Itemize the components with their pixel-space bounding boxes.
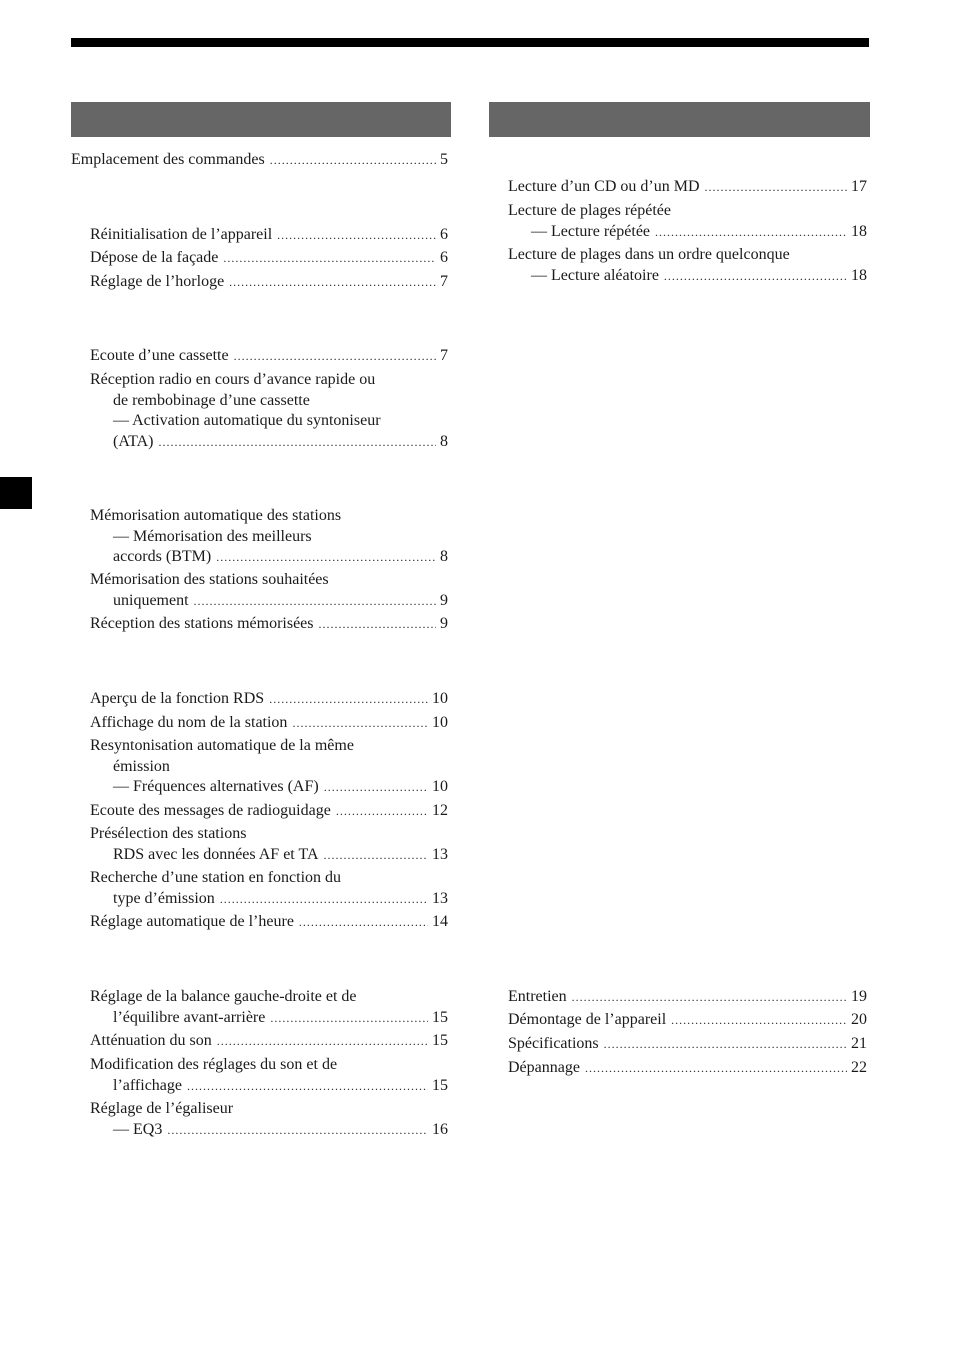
toc-entry-text: Lecture de plages répétée <box>508 202 672 219</box>
toc-entry-title: accords (BTM) <box>113 548 212 565</box>
leader-dots <box>220 889 428 910</box>
side-tab-marker <box>0 477 32 509</box>
page-number: 22 <box>851 1059 867 1076</box>
toc-entry-title: Réception des stations mémorisées <box>90 615 314 632</box>
page-number: 19 <box>851 988 867 1005</box>
toc-entry-title: Réinitialisation de l’appareil <box>90 226 273 243</box>
toc-entry <box>90 868 448 909</box>
toc-entry <box>508 201 867 242</box>
leader-dots <box>234 346 436 367</box>
page-number: 12 <box>432 802 448 819</box>
leader-dots <box>292 713 428 734</box>
toc-entry <box>90 824 448 865</box>
leader-dots <box>705 177 847 198</box>
toc-entry-title: Dépose de la façade <box>90 249 219 266</box>
toc-entry <box>90 1099 448 1140</box>
page-number: 21 <box>851 1035 867 1052</box>
page-number: 9 <box>440 615 448 632</box>
toc-entry-title: Réglage automatique de l’heure <box>90 913 294 930</box>
toc-entry <box>508 177 867 198</box>
page-number: 14 <box>432 913 448 930</box>
toc-entry-title: — Lecture répétée <box>531 222 651 240</box>
page-number: 8 <box>440 432 448 450</box>
toc-entry <box>90 225 448 246</box>
page-number: 8 <box>440 548 448 565</box>
toc-entry-title: Ecoute d’une cassette <box>90 347 229 364</box>
leader-dots <box>269 689 428 710</box>
toc-entry <box>90 736 448 798</box>
page-number: 13 <box>432 889 448 907</box>
page-number: 6 <box>440 226 448 243</box>
toc-entry <box>90 614 448 635</box>
leader-dots <box>223 248 436 269</box>
toc-entry-title: Aperçu de la fonction RDS <box>90 690 265 707</box>
toc-entry-text: Recherche d’une station en fonction du <box>90 869 342 886</box>
toc-entry <box>90 801 448 822</box>
toc-entry-text: Mémorisation automatique des stations <box>90 507 342 524</box>
toc-entry-text: — Mémorisation des meilleurs <box>113 527 312 545</box>
toc-entry <box>71 150 448 171</box>
leader-dots <box>664 266 847 287</box>
toc-entry <box>90 346 448 367</box>
toc-entry <box>508 987 867 1008</box>
toc-entry-text: — Activation automatique du syntoniseur <box>113 412 381 429</box>
page-number: 17 <box>851 178 867 195</box>
leader-dots <box>194 591 436 612</box>
leader-dots <box>572 987 847 1008</box>
toc-entry <box>90 570 448 611</box>
leader-dots <box>324 777 428 798</box>
page-number: 6 <box>440 249 448 266</box>
toc-entry-title: — EQ3 <box>113 1120 163 1138</box>
toc-entry <box>90 713 448 734</box>
toc-entry-title: uniquement <box>113 591 189 609</box>
toc-entry <box>508 1010 867 1031</box>
page-number: 10 <box>432 778 448 795</box>
toc-entry-text: Réception radio en cours d’avance rapide ou <box>90 371 376 388</box>
toc-entry-text: Resyntonisation automatique de la même <box>90 737 354 754</box>
toc-entry-title: Spécifications <box>508 1035 599 1052</box>
toc-entry <box>508 1034 867 1055</box>
leader-dots <box>319 614 436 635</box>
page-number: 5 <box>440 151 448 168</box>
toc-entry-title: — Lecture aléatoire <box>531 266 659 284</box>
page-number: 10 <box>432 714 448 731</box>
toc-entry <box>508 245 867 286</box>
leader-dots <box>604 1034 847 1055</box>
page-number: 9 <box>440 591 448 609</box>
leader-dots <box>270 150 436 171</box>
page-number: 16 <box>432 1120 448 1138</box>
toc-entry-title: Dépannage <box>508 1059 580 1076</box>
page-number: 10 <box>432 690 448 707</box>
leader-dots <box>217 1031 428 1052</box>
toc-entry <box>90 1031 448 1052</box>
page-number: 7 <box>440 273 448 290</box>
toc-entry-text: Lecture de plages dans un ordre quelconque <box>508 246 790 263</box>
toc-entry-title: Atténuation du son <box>90 1032 212 1049</box>
leader-dots <box>270 1008 428 1029</box>
toc-entry <box>90 912 448 933</box>
toc-entry-text: Réglage de l’égaliseur <box>90 1100 234 1117</box>
toc-entry-title: Emplacement des commandes <box>71 151 265 168</box>
left-section-header-bar <box>71 102 451 137</box>
toc-entry-title: Ecoute des messages de radioguidage <box>90 802 331 819</box>
page-number: 20 <box>851 1011 867 1028</box>
page-number: 13 <box>432 845 448 863</box>
toc-entry <box>90 370 448 452</box>
leader-dots <box>336 801 428 822</box>
toc-entry-title: l’équilibre avant-arrière <box>113 1008 266 1026</box>
leader-dots <box>585 1058 847 1079</box>
page-number: 18 <box>851 222 867 240</box>
toc-entry-title: type d’émission <box>113 889 215 907</box>
toc-entry-title: Réglage de l’horloge <box>90 273 225 290</box>
page-number: 7 <box>440 347 448 364</box>
toc-entry-text: Réglage de la balance gauche-droite et de <box>90 988 357 1005</box>
leader-dots <box>216 547 436 568</box>
leader-dots <box>167 1120 428 1141</box>
toc-entry <box>90 987 448 1028</box>
toc-entry-text: émission <box>113 757 170 775</box>
page-number: 15 <box>432 1008 448 1026</box>
page-number: 15 <box>432 1076 448 1094</box>
toc-entry <box>508 1058 867 1079</box>
leader-dots <box>187 1076 428 1097</box>
leader-dots <box>277 225 436 246</box>
toc-entry-title: RDS avec les données AF et TA <box>113 845 319 863</box>
toc-entry <box>90 1055 448 1096</box>
page-number: 18 <box>851 266 867 284</box>
toc-entry-title: Démontage de l’appareil <box>508 1011 667 1028</box>
toc-entry <box>90 506 448 568</box>
toc-entry-title: (ATA) <box>113 432 154 450</box>
toc-entry <box>90 248 448 269</box>
top-rule <box>71 38 869 47</box>
leader-dots <box>655 222 847 243</box>
toc-entry <box>90 272 448 293</box>
toc-entry-title: — Fréquences alternatives (AF) <box>113 778 319 795</box>
toc-entry-title: Lecture d’un CD ou d’un MD <box>508 178 700 195</box>
toc-entry-title: Affichage du nom de la station <box>90 714 288 731</box>
toc-entry-text: Modification des réglages du son et de <box>90 1056 338 1073</box>
toc-entry-text: Mémorisation des stations souhaitées <box>90 571 329 588</box>
toc-entry-text: de rembobinage d’une cassette <box>113 391 310 409</box>
leader-dots <box>158 432 436 453</box>
toc-entry-text: Présélection des stations <box>90 825 247 842</box>
leader-dots <box>299 912 428 933</box>
toc-entry-title: l’affichage <box>113 1076 182 1094</box>
leader-dots <box>671 1010 847 1031</box>
toc-entry-title: Entretien <box>508 988 567 1005</box>
page-number: 15 <box>432 1032 448 1049</box>
right-section-header-bar <box>489 102 870 137</box>
leader-dots <box>229 272 436 293</box>
toc-entry <box>90 689 448 710</box>
leader-dots <box>324 845 428 866</box>
